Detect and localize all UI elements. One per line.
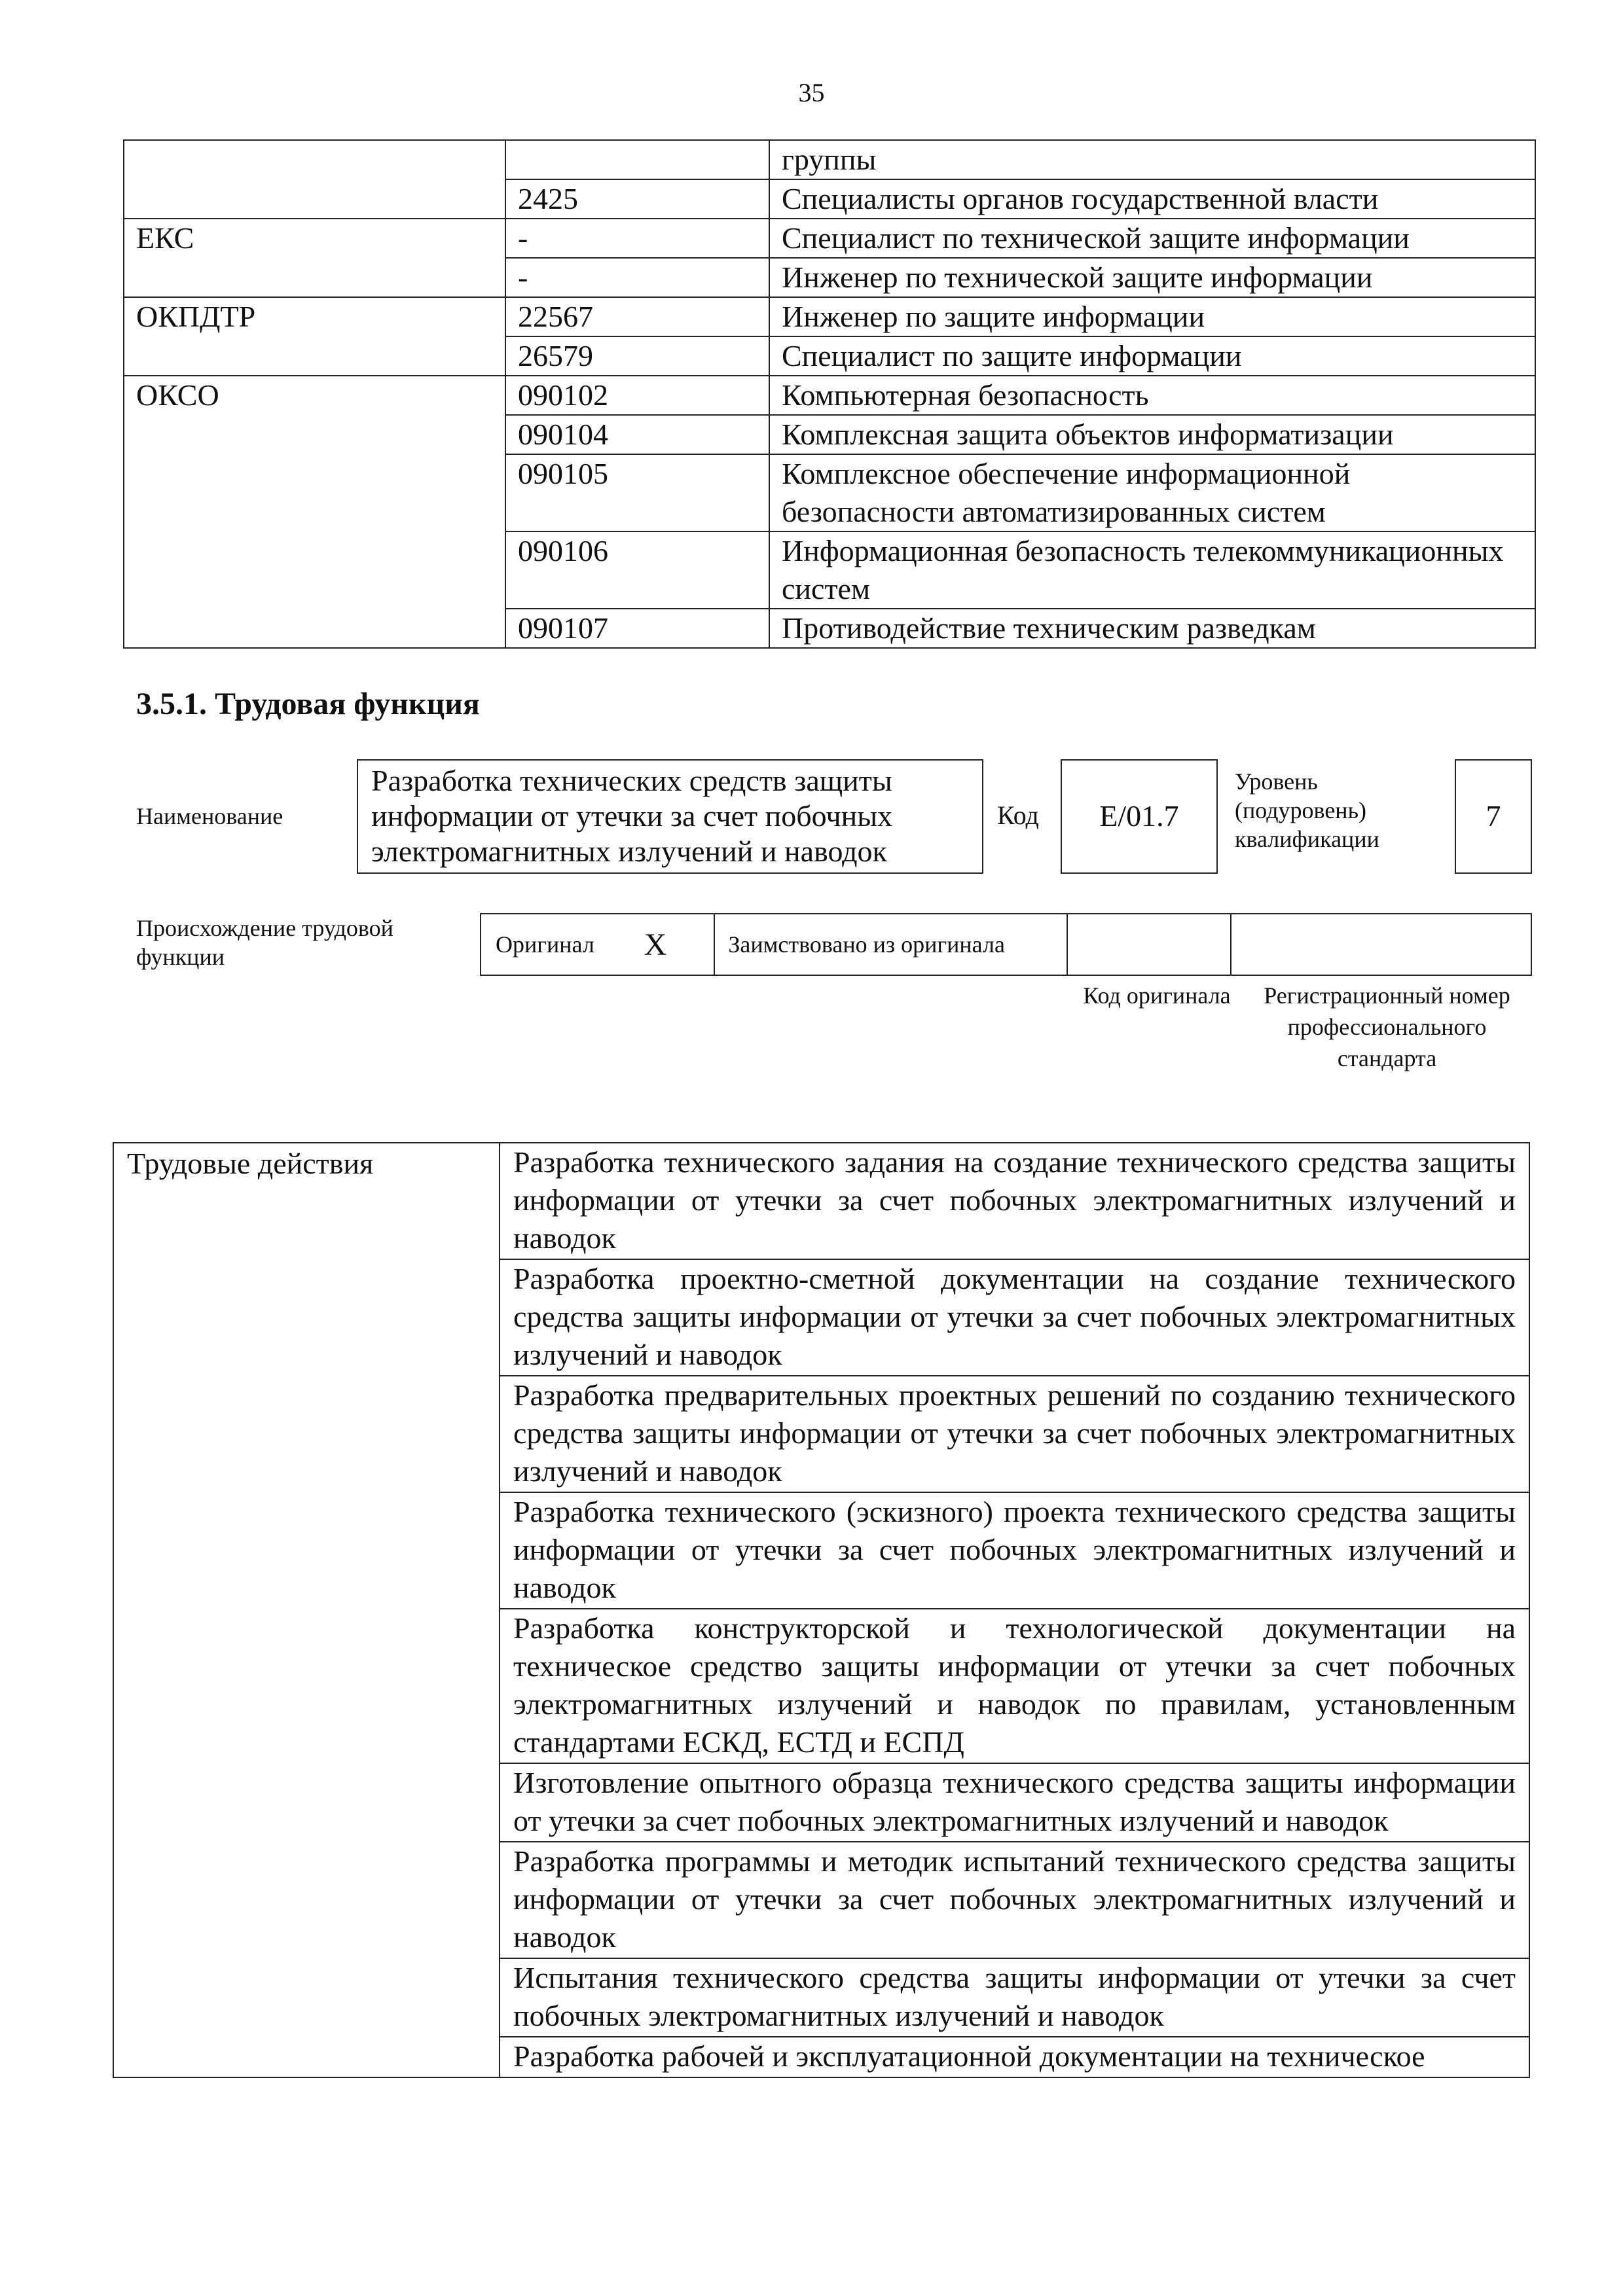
classifier-cell [124,258,505,297]
name-cell: Специалист по защите информации [769,336,1535,376]
qualification-level-label: Уровень (подуровень) квалификации [1235,768,1379,852]
qualification-level-box: 7 [1455,759,1532,874]
classifier-cell [124,454,505,531]
code-cell: 090104 [505,415,769,454]
classifier-cell [124,179,505,219]
code-cell: 090105 [505,454,769,531]
origin-table [480,913,1532,976]
code-cell: 090102 [505,376,769,415]
name-cell: Специалисты органов государственной власти [769,179,1535,219]
table-row [124,179,1535,219]
table-row [124,609,1535,648]
original-code-caption: Код оригинала [1083,982,1231,1009]
table-row [124,140,1535,179]
borrowed-cell: Заимствовано из оригинала [714,914,1067,975]
function-code-box: E/01.7 [1061,759,1218,874]
function-name-box: Разработка технических средств защиты информации от утечки за счет побочных электромагнитных излучений и наводок [357,759,983,874]
registration-number-caption: Регистрационный номер профессионального стандарта [1264,982,1510,1071]
labor-action-item: Испытания технического средства защиты информации от утечки за счет побочных электромагнитных излучений и наводок [500,1958,1529,2037]
section-title: 3.5.1. Трудовая функция [136,687,480,721]
code-cell: - [505,219,769,258]
code-cell: 090107 [505,609,769,648]
original-mark: X [644,914,715,975]
classifier-cell [124,140,505,179]
labor-actions-label: Трудовые действия [113,1143,500,2077]
table-row [124,415,1535,454]
labor-action-item: Разработка конструкторской и технологической документации на техническое средство защиты информации от утечки за счет побочных электромагнитных излучений и наводок по правилам, установленным стандартами ЕСКД, ЕСТД и ЕСПД [500,1609,1529,1763]
registration-number-cell [1231,914,1531,975]
page-number: 35 [798,78,825,107]
table-row [124,258,1535,297]
table-row [124,336,1535,376]
code-cell: 090106 [505,531,769,609]
labor-actions-table [113,1142,1530,2078]
code-cell: 26579 [505,336,769,376]
labor-action-item: Разработка рабочей и эксплуатационной документации на техническое [500,2037,1529,2077]
labor-action-item: Разработка технического (эскизного) проекта технического средства защиты информации от утечки за счет побочных электромагнитных излучений и наводок [500,1492,1529,1609]
classifier-cell [124,336,505,376]
origin-label: Происхождение трудовой функции [136,915,393,970]
labor-action-item: Разработка проектно-сметной документации на создание технического средства защиты информации от утечки за счет побочных электромагнитных излучений и наводок [500,1259,1529,1376]
table-row [124,297,1535,336]
classification-table [123,139,1536,649]
code-cell: 22567 [505,297,769,336]
labor-action-item: Изготовление опытного образца технического средства защиты информации от утечки за счет побочных электромагнитных излучений и наводок [500,1763,1529,1842]
code-cell: 2425 [505,179,769,219]
classifier-cell [124,415,505,454]
code-cell: - [505,258,769,297]
name-cell: группы [769,140,1535,179]
name-cell: Противодействие техническим разведкам [769,609,1535,648]
name-cell: Информационная безопасность телекоммуникационных систем [769,531,1535,609]
original-cell: Оригинал [481,914,644,975]
table-row [124,454,1535,531]
labor-action-item: Разработка технического задания на создание технического средства защиты информации от утечки за счет побочных электромагнитных излучений и наводок [500,1143,1529,1259]
name-label: Наименование [136,803,283,829]
name-cell: Инженер по технической защите информации [769,258,1535,297]
table-row [481,914,1531,975]
name-cell: Компьютерная безопасность [769,376,1535,415]
classifier-cell [124,609,505,648]
code-cell [505,140,769,179]
table-row [124,219,1535,258]
labor-action-item: Разработка программы и методик испытаний технического средства защиты информации от утечки за счет побочных электромагнитных излучений и наводок [500,1842,1529,1958]
classifier-cell: ОКСО [124,376,505,415]
name-cell: Комплексная защита объектов информатизации [769,415,1535,454]
original-code-cell [1067,914,1231,975]
table-row [124,376,1535,415]
classifier-cell: ОКПДТР [124,297,505,336]
table-row [113,1143,1529,1259]
code-label: Код [997,800,1039,830]
name-cell: Инженер по защите информации [769,297,1535,336]
labor-action-item: Разработка предварительных проектных решений по созданию технического средства защиты информации от утечки за счет побочных электромагнитных излучений и наводок [500,1376,1529,1492]
name-cell: Специалист по технической защите информации [769,219,1535,258]
table-row [124,531,1535,609]
classifier-cell [124,531,505,609]
classifier-cell: ЕКС [124,219,505,258]
name-cell: Комплексное обеспечение информационной безопасности автоматизированных систем [769,454,1535,531]
